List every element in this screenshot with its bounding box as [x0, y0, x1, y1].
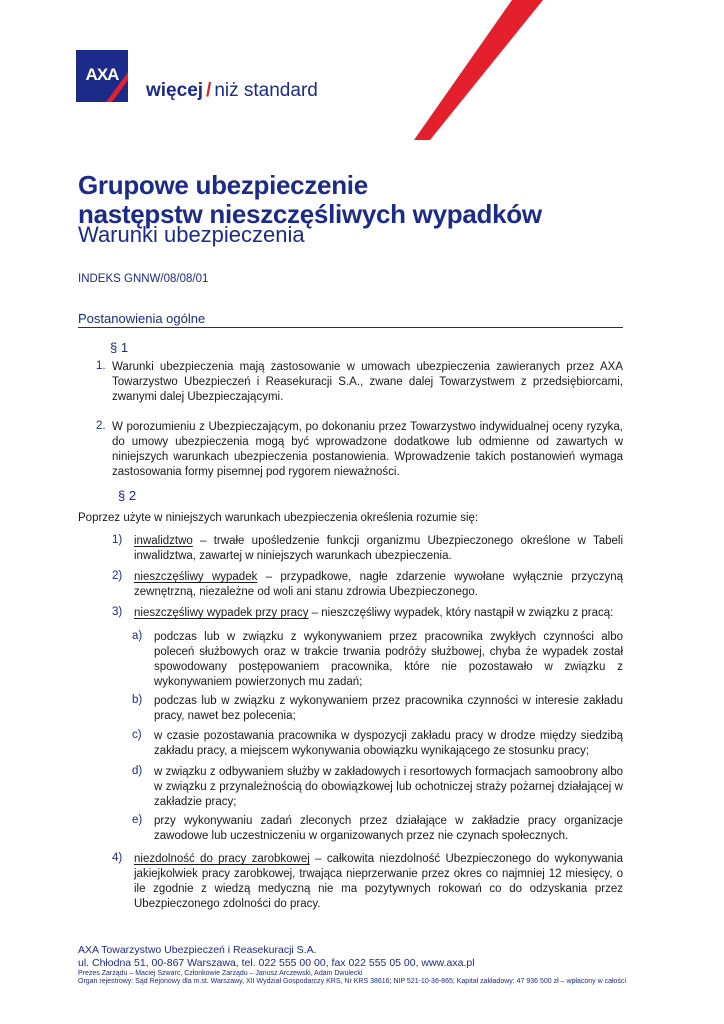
subitem-text: przy wykonywaniu zadań zleconych przez działające w zakładzie pracy organizacje zawodowe lub uczestniczeniu w organizowanych przez nie czynach społecznych. — [154, 815, 623, 842]
definition-number: 2) — [112, 570, 123, 582]
definition-term: niezdolność do pracy zarobkowej — [134, 853, 310, 865]
document-index: INDEKS GNNW/08/08/01 — [78, 273, 209, 285]
paragraph-sign-1: § 1 — [110, 340, 129, 355]
subitem-text: w czasie pozostawania pracownika w dyspozycji zakładu pracy w drodze między siedzibą zakładu pracy, a miejscem wykonywania obowiązku wynikającego ze stosunku pracy; — [154, 730, 623, 757]
section-divider — [78, 327, 623, 328]
subitem-text: podczas lub w związku z wykonywaniem przez pracownika czynności w interesie zakładu pracy, nawet bez polecenia; — [154, 695, 623, 722]
footer-company: AXA Towarzystwo Ubezpieczeń i Reasekuracji S.A. — [78, 944, 317, 956]
definition-text: – trwałe upośledzenie funkcji organizmu Ubezpieczonego określone w Tabeli inwalidztwa, zawartej w niniejszych warunkach ubezpieczenia. — [134, 535, 623, 562]
logo-text: AXA — [85, 65, 119, 84]
footer-registry: Organ rejestrowy: Sąd Rejonowy dla m.st. Warszawy, XII Wydział Gospodarczy KRS, Nr KRS 38616; NIP 521-10-36-865; Kapitał zakładowy: 47 936 500 zł – wpłacony w całości — [78, 978, 626, 985]
item-number: 1. — [96, 360, 106, 372]
document-title — [78, 171, 542, 229]
title-line-2: następstw nieszczęśliwych wypadków — [78, 199, 542, 229]
definition-text: – całkowita niezdolność Ubezpieczonego do wykonywania jakiejkolwiek pracy zarobkowej, trwająca nieprzerwanie przez okres co najmniej 12 miesięcy, o ile zgodnie z wiedzą medyczną nie ma pozytywnych rokowań co do odzyskania przez Ubezpieczonego zdolności do pracy. — [134, 853, 623, 910]
definitions-lead: Poprzez użyte w niniejszych warunkach ubezpieczenia określenia rozumie się: — [78, 512, 479, 524]
definition-term: nieszczęśliwy wypadek — [134, 571, 258, 583]
definition-number: 3) — [112, 606, 123, 618]
tagline — [146, 80, 318, 102]
subitem-letter: d) — [132, 765, 143, 777]
provision-item: W porozumieniu z Ubezpieczającym, po dokonaniu przez Towarzystwo indywidualnej oceny ryzyka, do umowy ubezpieczenia mogą być wprowadzone dodatkowe lub odmienne od zawartych w niniejszych warunkach ubezpieczenia postanowienia. Wprowadzenie takich postanowień wymaga zastosowania formy pisemnej pod rygorem nieważności. — [112, 421, 623, 478]
definition-term: nieszczęśliwy wypadek przy pracy — [134, 607, 309, 619]
subitem-text: podczas lub w związku z wykonywaniem przez pracownika zwykłych czynności albo poleceń służbowych oraz w trakcie trwania podróży służbowej, chyba że wypadek został spowodowany postępowaniem pracownika, które nie pozostawało w związku z wykonywaniem powierzonych mu zadań; — [154, 631, 623, 688]
tagline-slash: / — [206, 80, 212, 101]
definition-text: – przypadkowe, nagłe zdarzenie wywołane wyłącznie przyczyną zewnętrzną, niezależne od woli ani stanu zdrowia Ubezpieczonego. — [134, 571, 623, 598]
footer-address: ul. Chłodna 51, 00-867 Warszawa, tel. 022 555 00 00, fax 022 555 05 00, www.axa.pl — [78, 957, 475, 969]
definition-number: 1) — [112, 534, 123, 546]
paragraph-sign-2: § 2 — [118, 488, 137, 503]
definition-item — [134, 534, 623, 564]
subitem-text: w związku z odbywaniem służby w zakładowych i resortowych formacjach samoobrony albo w związku z przynależnością do obowiązkowej lub ochotniczej straży pożarnej działającej w zakładzie pracy; — [154, 766, 623, 808]
subitem-letter: a) — [132, 630, 143, 642]
provision-item: Warunki ubezpieczenia mają zastosowanie w umowach ubezpieczenia zawieranych przez AXA Towarzystwo Ubezpieczeń i Reasekuracji S.A., zwane dalej Towarzystwem z przedsiębiorcami, zwanymi dalej Ubezpieczającymi. — [112, 361, 623, 403]
title-line-1: Grupowe ubezpieczenie — [78, 170, 368, 200]
document-subtitle: Warunki ubezpieczenia — [78, 222, 305, 247]
definition-item — [134, 606, 623, 621]
definition-text: – nieszczęśliwy wypadek, który nastąpił w związku z pracą: — [308, 607, 614, 619]
definition-item — [134, 852, 623, 912]
definition-term: inwalidztwo — [134, 535, 193, 547]
axa-logo — [76, 50, 128, 102]
definition-item — [134, 570, 623, 600]
subitem-letter: e) — [132, 814, 143, 826]
item-number: 2. — [96, 420, 106, 432]
tagline-bold: więcej — [146, 80, 204, 101]
section-heading: Postanowienia ogólne — [78, 311, 206, 326]
tagline-rest: niż standard — [214, 80, 318, 101]
subitem-letter: c) — [132, 729, 142, 741]
subitem-letter: b) — [132, 694, 143, 706]
definition-number: 4) — [112, 852, 123, 864]
footer-board: Prezes Zarządu – Maciej Szwarc, Członkowie Zarządu – Janusz Arczewski, Adam Dwulecki — [78, 970, 363, 977]
